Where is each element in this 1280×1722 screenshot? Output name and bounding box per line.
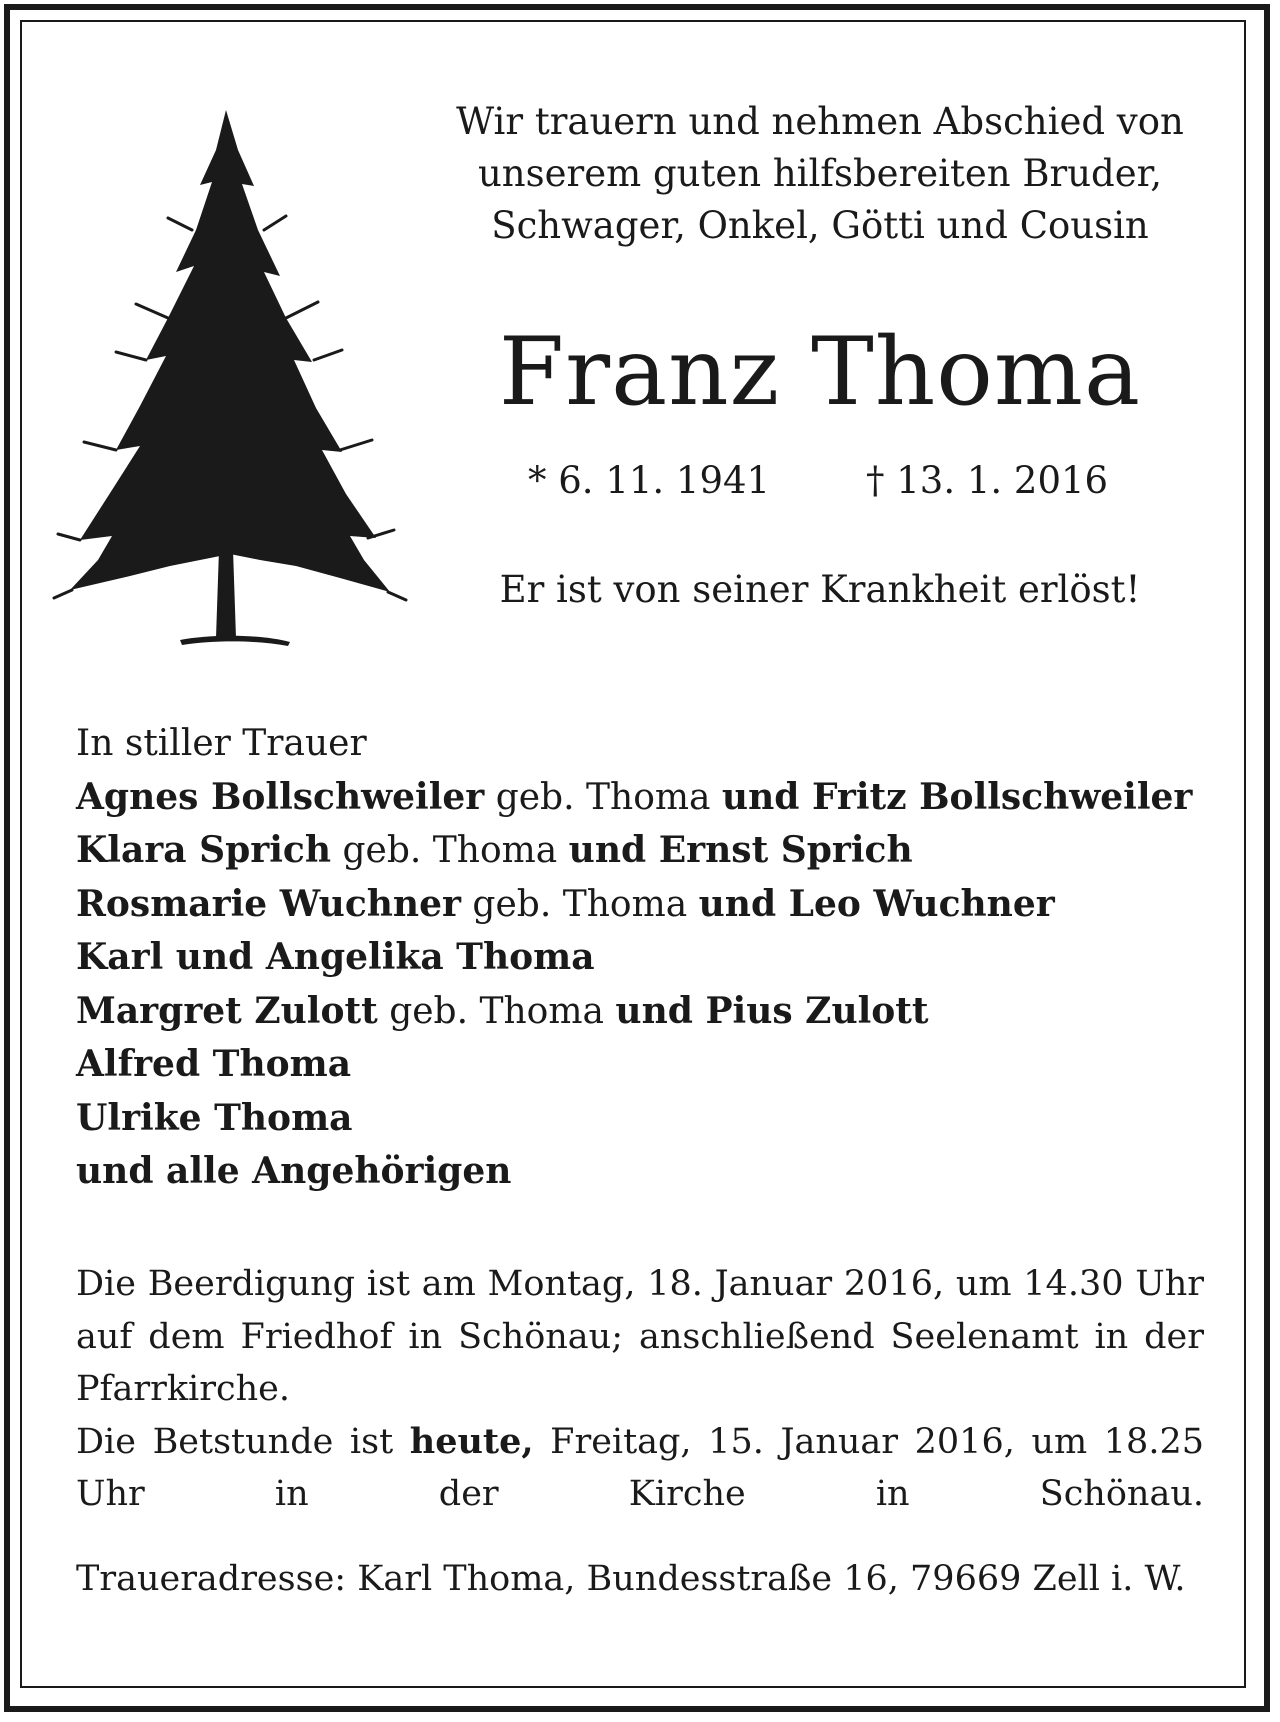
mourner-name: Karl und Angelika Thoma	[76, 936, 595, 978]
intro-line: Schwager, Onkel, Götti und Cousin	[491, 204, 1149, 247]
mourner-row	[76, 1092, 1226, 1146]
deceased-name: Franz Thoma	[498, 318, 1142, 427]
life-dates	[420, 456, 1220, 506]
intro-text	[420, 96, 1220, 252]
funeral-paragraph: Die Beerdigung ist am Montag, 18. Januar 2016, um 14.30 Uhr auf dem Friedhof in Schönau; anschließend Seelenamt in der Pfarrkirche.	[76, 1264, 1204, 1409]
mourner-note: geb. Thoma	[484, 776, 722, 818]
mourner-row	[76, 771, 1226, 825]
mourning-address: Traueradresse: Karl Thoma, Bundesstraße 16, 79669 Zell i. W.	[76, 1559, 1186, 1599]
fir-tree-icon	[50, 90, 410, 650]
death-date: † 13. 1. 2016	[866, 459, 1109, 502]
quote: Er ist von seiner Krankheit erlöst!	[499, 568, 1141, 611]
mourner-name: Alfred Thoma	[76, 1043, 352, 1085]
mourner-name: Agnes Bollschweiler	[76, 775, 485, 818]
funeral-notice	[76, 1258, 1204, 1573]
mourner-name: Ulrike Thoma	[76, 1096, 353, 1139]
mourners-list	[76, 717, 1226, 1199]
mourner-name: Klara Sprich	[76, 829, 332, 871]
mourner-row	[76, 931, 1226, 985]
mourner-note: geb. Thoma	[377, 990, 616, 1032]
mourner-partner: und Pius Zulott	[615, 989, 929, 1032]
prayer-paragraph	[76, 1416, 1204, 1574]
mourner-partner: und Ernst Sprich	[568, 829, 913, 871]
mourner-name: Rosmarie Wuchner	[76, 882, 461, 925]
prayer-text-after: Freitag, 15. Januar 2016, um 18.25 Uhr in der Kirche in Schönau.	[76, 1421, 1204, 1514]
mourner-name: und alle Angehörigen	[76, 1150, 512, 1192]
mourner-name: Margret Zulott	[76, 989, 378, 1032]
birth-date: * 6. 11. 1941	[528, 459, 771, 502]
mourner-note: geb. Thoma	[331, 830, 569, 871]
intro-line: Wir trauern und nehmen Abschied von	[456, 100, 1184, 143]
mourner-row	[76, 824, 1226, 878]
intro-line: unserem guten hilfsbereiten Bruder,	[477, 152, 1163, 195]
mourner-partner: und Fritz Bollschweiler	[721, 775, 1193, 818]
prayer-highlight: heute,	[409, 1420, 534, 1462]
mourner-partner: und Leo Wuchner	[698, 882, 1055, 925]
mourning-heading: In stiller Trauer	[76, 723, 367, 764]
mourner-row	[76, 985, 1226, 1039]
mourner-row	[76, 878, 1226, 932]
prayer-text-before: Die Betstunde ist	[76, 1421, 410, 1462]
mourner-note: geb. Thoma	[460, 883, 699, 925]
mourner-row	[76, 1145, 1226, 1199]
mourner-row	[76, 1038, 1226, 1092]
